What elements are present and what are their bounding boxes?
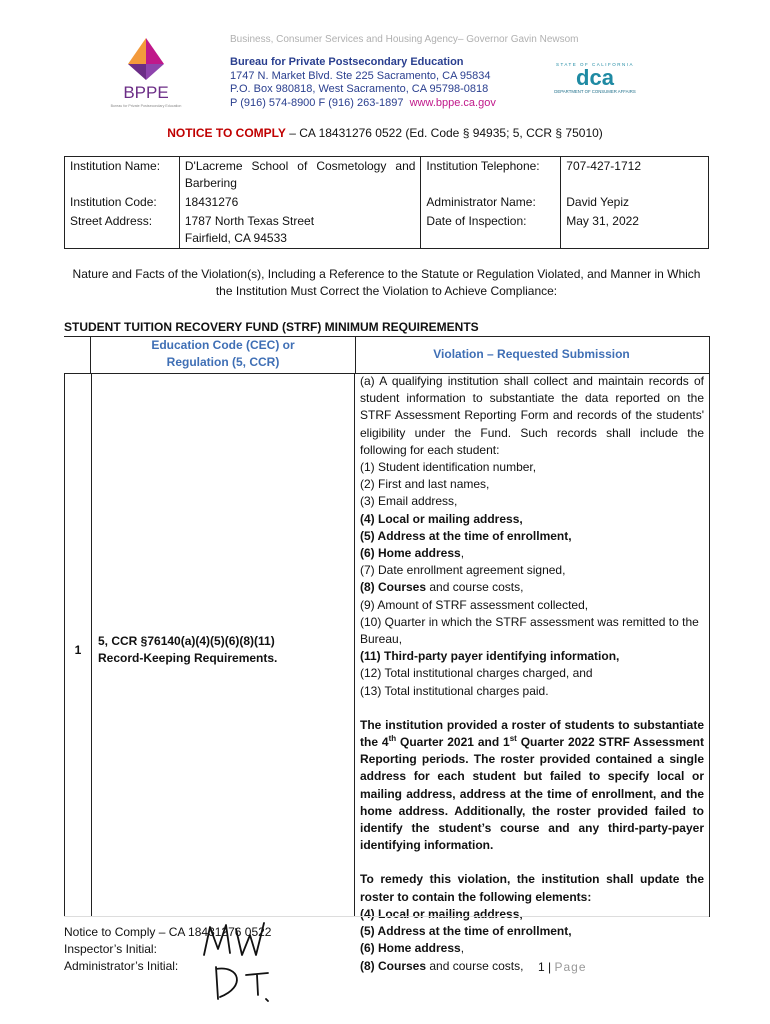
requirement-item: [360, 614, 704, 648]
bureau-website-link[interactable]: www.bppe.ca.gov: [409, 96, 496, 109]
dca-logo-text: dca: [576, 65, 614, 90]
requirement-item-text: (13) Total institutional charges paid.: [360, 683, 549, 698]
requirement-item-text: (7) Date enrollment agreement signed,: [360, 563, 566, 578]
requirement-item-text: (3) Email address,: [360, 494, 458, 509]
bureau-contact-block: [230, 56, 496, 110]
requirement-item-text: (10) Quarter in which the STRF assessment was remitted to the Bureau,: [360, 614, 699, 647]
column-header-code: [90, 337, 356, 373]
institution-info-table: [64, 156, 709, 249]
requirement-item: [360, 562, 704, 579]
regulation-cell: [90, 373, 355, 917]
institution-telephone: 707-427-1712: [561, 157, 709, 194]
institution-code: 18431276: [179, 193, 421, 212]
remedy-item-text: ,: [460, 941, 465, 956]
institution-name: D'Lacreme School of Cosmetology and Barbering: [179, 157, 421, 194]
requirement-item: [360, 459, 704, 476]
remedy-item: [360, 958, 704, 975]
requirement-item-text: (9) Amount of STRF assessment collected,: [360, 597, 589, 612]
requirement-item-text: (12) Total institutional charges charged, and: [360, 666, 593, 681]
requirement-item: [360, 528, 704, 545]
dca-logo: [550, 60, 640, 96]
finding-text-1: The institution provided a roster of students to substantiate the 4: [360, 717, 704, 750]
remedy-intro: To remedy this violation, the institution shall update the roster to contain the following elements:: [360, 872, 704, 904]
requirement-item-bold: (8) Courses: [360, 580, 427, 595]
requirement-item-bold: (4) Local or mailing address,: [360, 511, 523, 526]
remedy-item: [360, 923, 704, 940]
institution-name-label: Institution Name:: [65, 157, 180, 194]
finding-text-3: Quarter 2022 STRF Assessment Reporting periods. The roster provided contained a single address for each student but failed to specify local or mailing address, address at the time of enrollment, and the home address. Additionally, the roster provided failed to identify the student’s course and any third-party-payer identifying information.: [360, 735, 705, 853]
finding-text-2: Quarter 2021 and 1: [396, 735, 510, 750]
requirement-item: [360, 579, 704, 596]
footer-inspector-initial: Inspector’s Initial:: [64, 942, 157, 956]
dca-logo-top: STATE OF CALIFORNIA: [555, 62, 635, 67]
requirement-item: [360, 683, 704, 700]
section-title: STUDENT TUITION RECOVERY FUND (STRF) MINIMUM REQUIREMENTS: [64, 320, 479, 334]
nature-heading: Nature and Facts of the Violation(s), Including a Reference to the Statute or Regulation Violated, and Manner in Which the Institution Must Correct the Violation to Achieve Compliance:: [72, 267, 701, 298]
street-address-label: Street Address:: [65, 212, 180, 249]
remedy-item-bold: (4) Local or mailing address,: [360, 906, 523, 921]
requirement-item: [360, 476, 704, 493]
bureau-name: Bureau for Private Postsecondary Education: [230, 56, 464, 68]
remedy-item: [360, 940, 704, 957]
street-address: [179, 212, 421, 249]
page-separator: |: [544, 960, 555, 974]
dca-logo-sub: DEPARTMENT OF CONSUMER AFFAIRS: [554, 89, 636, 94]
column-header-code-text: Education Code (CEC) or Regulation (5, CCR): [151, 338, 295, 369]
requirement-item: [360, 545, 704, 562]
street-address-line2: Fairfield, CA 94533: [184, 231, 287, 245]
requirement-item-bold: (11) Third-party payer identifying information,: [360, 649, 620, 664]
bureau-phone: P (916) 574-8900 F (916) 263-1897: [230, 96, 404, 109]
date-of-inspection-label: Date of Inspection:: [421, 212, 561, 249]
page-word: Page: [554, 960, 587, 974]
remedy-item: [360, 906, 704, 923]
institution-telephone-label: Institution Telephone:: [421, 157, 561, 194]
footer-notice-ref: Notice to Comply – CA 18431276 0522: [64, 925, 272, 939]
requirement-item-text: (1) Student identification number,: [360, 460, 537, 475]
violation-cell: [360, 373, 704, 975]
administrator-name-label: Administrator Name:: [421, 193, 561, 212]
requirement-item: [360, 511, 704, 528]
column-header-violation: [354, 337, 709, 373]
remedy-item-text: and course costs,: [426, 958, 524, 973]
row-number-cell: [64, 373, 92, 917]
requirement-item-text: ,: [460, 546, 465, 561]
requirement-item-text: (2) First and last names,: [360, 477, 490, 492]
institution-code-label: Institution Code:: [65, 193, 180, 212]
column-header-violation-text: Violation – Requested Submission: [433, 347, 630, 361]
requirement-item: [360, 493, 704, 510]
finding-sup-2: st: [509, 734, 517, 744]
bppe-logo-text: BPPE: [123, 83, 169, 102]
agency-line: Business, Consumer Services and Housing Agency– Governor Gavin Newsom: [230, 34, 579, 45]
notice-label: NOTICE TO COMPLY: [167, 126, 286, 140]
remedy-item-bold: (6) Home address: [360, 941, 461, 956]
bureau-phone-line: [230, 97, 496, 111]
page-number-value: 1: [538, 960, 545, 974]
handwritten-initials: [196, 915, 286, 1005]
regulation-line1: 5, CCR §76140(a)(4)(5)(6)(8)(11): [98, 634, 275, 648]
requirement-item: [360, 665, 704, 682]
requirement-item: [360, 597, 704, 614]
requirement-item-bold: (5) Address at the time of enrollment,: [360, 528, 572, 543]
bureau-address-2: P.O. Box 980818, West Sacramento, CA 95798-0818: [230, 83, 489, 95]
requirement-item: [360, 648, 704, 665]
violation-intro: (a) A qualifying institution shall collect and maintain records of student information to substantiate the data reported on the STRF Assessment Reporting Form and records of the students' eligibility under the Fund. Such records shall include the following for each student:: [360, 374, 704, 457]
page-number: [538, 960, 587, 974]
finding-sup-1: th: [388, 734, 397, 744]
street-address-line1: 1787 North Texas Street: [184, 214, 315, 228]
requirement-item-text: and course costs,: [426, 580, 524, 595]
footer-divider: [64, 916, 709, 917]
bppe-logo: [108, 38, 184, 110]
requirement-item-bold: (6) Home address: [360, 546, 461, 561]
regulation-text: [98, 633, 348, 667]
bppe-logo-sub: Bureau for Private Postsecondary Education: [110, 104, 182, 108]
remedy-item-bold: (8) Courses: [360, 958, 427, 973]
requirement-list: [360, 459, 704, 700]
footer-administrator-initial: Administrator’s Initial:: [64, 959, 179, 973]
bureau-address-1: 1747 N. Market Blvd. Ste 225 Sacramento, CA 95834: [230, 69, 491, 82]
regulation-line2: Record-Keeping Requirements.: [98, 651, 278, 665]
notice-title: [0, 126, 770, 140]
finding-paragraph: [360, 717, 704, 855]
notice-text: – CA 18431276 0522 (Ed. Code § 94935; 5, CCR § 75010): [285, 126, 603, 140]
date-of-inspection: May 31, 2022: [561, 212, 709, 249]
row-number: 1: [74, 643, 82, 657]
remedy-item-bold: (5) Address at the time of enrollment,: [360, 924, 572, 939]
administrator-name: David Yepiz: [561, 193, 709, 212]
